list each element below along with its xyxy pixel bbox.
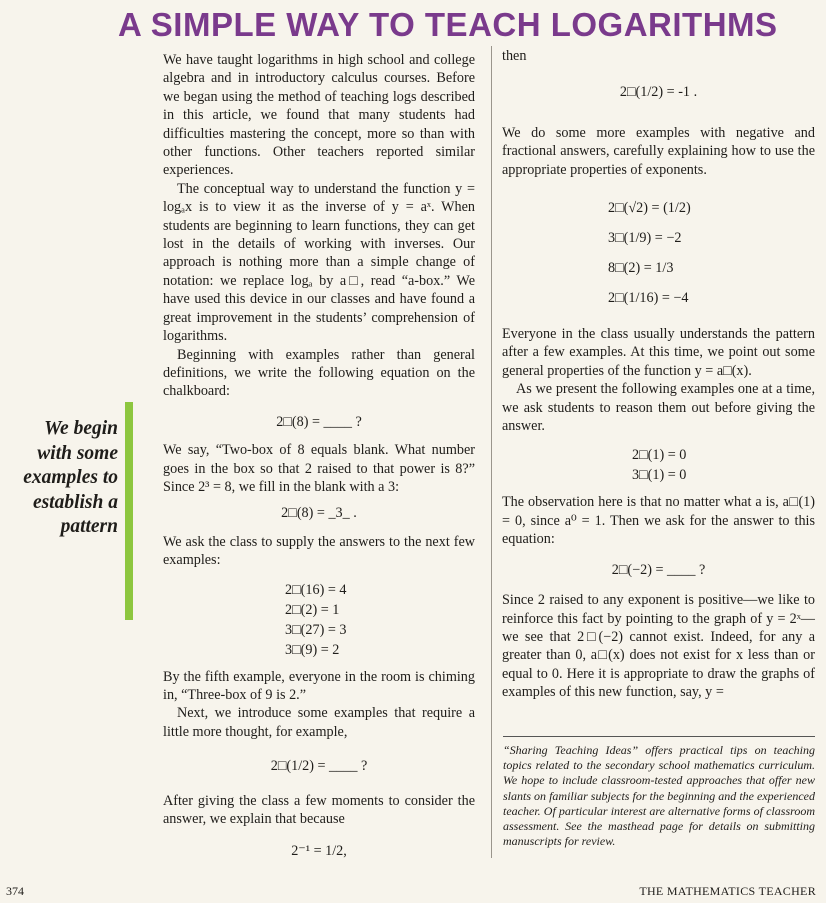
paragraph: Everyone in the class usually understands the pattern after a few examples. At this time, we point out some general properties of the function y = a□(x). bbox=[502, 326, 815, 379]
equation: 2□(1/2) = ____ ? bbox=[270, 758, 368, 775]
example-list bbox=[632, 445, 815, 485]
example-list bbox=[608, 193, 815, 313]
column-rule bbox=[491, 46, 492, 858]
equation: 2□(8) = ____ ? bbox=[276, 413, 362, 430]
paragraph: then bbox=[502, 48, 527, 64]
paragraph: Since 2 raised to any exponent is positive—we like to reinforce this fact by pointing to the graph of y = 2ˣ—we see that 2□(−2) cannot exist. Indeed, for any a greater than 0, a□(x) does not exist for x less than or equal to 0. Here it is appropriate to draw the graphs of examples of this new function, say, y = bbox=[502, 592, 815, 701]
paragraph: The conceptual way to understand the function y = logₐx is to view it as the inverse of y = aˣ. When students are beginning to learn functions, they can get lost in the details of working with inverses. Our approach is nothing more than a simple change of notation: we replace logₐ by a□, read “a-box.” We have used this device in our classes and have found a great improvement in the students’ comprehension of logarithms. bbox=[163, 180, 475, 345]
paragraph: As we present the following examples one at a time, we ask students to reason them out before giving the answer. bbox=[502, 381, 815, 435]
right-column bbox=[502, 47, 815, 702]
paragraph: By the fifth example, everyone in the room is chiming in, “Three-box of 9 is 2.” bbox=[163, 668, 475, 703]
paragraph: The observation here is that no matter what a is, a□(1) = 0, since a⁰ = 1. Then we ask for the answer to this equation: bbox=[502, 494, 815, 548]
equation: 2□(−2) = ____ ? bbox=[611, 561, 706, 578]
left-column bbox=[163, 51, 475, 861]
paragraph: Beginning with examples rather than general definitions, we write the following equation on the chalkboard: bbox=[163, 346, 475, 400]
editor-note: “Sharing Teaching Ideas” offers practical tips on teaching topics related to the secondary school mathematics curriculum. We hope to include classroom-tested approaches that offer new slants on familiar subjects for the beginning and the experienced teacher. Of particular interest are alternative forms of classroom assessment. See the masthead page for details on submitting manuscripts for review. bbox=[503, 736, 815, 849]
example: 2□(16) = 4 bbox=[285, 581, 347, 598]
paragraph: After giving the class a few moments to consider the answer, we explain that because bbox=[163, 792, 475, 827]
paragraph: We do some more examples with negative and fractional answers, carefully explaining how to use the appropriate properties of exponents. bbox=[502, 124, 815, 178]
page-number: 374 bbox=[6, 884, 24, 898]
example: 2□(2) = 1 bbox=[285, 601, 340, 618]
article-title: A SIMPLE WAY TO TEACH LOGARITHMS bbox=[118, 6, 778, 43]
example: 3□(27) = 3 bbox=[285, 621, 347, 638]
example: 2□(1) = 0 bbox=[632, 447, 687, 464]
pull-quote: We begin with some examples to establish a pattern bbox=[23, 418, 118, 537]
equation: 2□(8) = _3_ . bbox=[281, 505, 357, 522]
paragraph: Next, we introduce some examples that require a little more thought, for example, bbox=[163, 705, 475, 740]
paragraph: We ask the class to supply the answers to the next few examples: bbox=[163, 533, 475, 569]
example: 3□(9) = 2 bbox=[285, 641, 340, 658]
example: 2□(√2) = (1/2) bbox=[608, 200, 691, 217]
example: 2□(1/16) = −4 bbox=[608, 290, 689, 307]
equation: 2⁻¹ = 1/2, bbox=[291, 843, 347, 860]
example-list bbox=[285, 580, 475, 660]
example: 8□(2) = 1/3 bbox=[608, 260, 674, 277]
journal-name: THE MATHEMATICS TEACHER bbox=[639, 884, 816, 898]
equation: 2□(1/2) = -1 . bbox=[619, 84, 698, 101]
paragraph: We have taught logarithms in high school and college algebra and in introductory calculus courses. Before we began using the method of teaching logs described in this article, we found that many students had difficulties mastering the concept, more so than with other functions. Other teachers reported similar experiences. bbox=[163, 52, 475, 179]
accent-bar bbox=[125, 402, 133, 620]
paragraph: We say, “Two-box of 8 equals blank. What number goes in the box so that 2 raised to that power is 8?” Since 2³ = 8, we fill in the blank with a 3: bbox=[163, 442, 475, 495]
example: 3□(1) = 0 bbox=[632, 467, 687, 484]
example: 3□(1/9) = −2 bbox=[608, 230, 682, 247]
